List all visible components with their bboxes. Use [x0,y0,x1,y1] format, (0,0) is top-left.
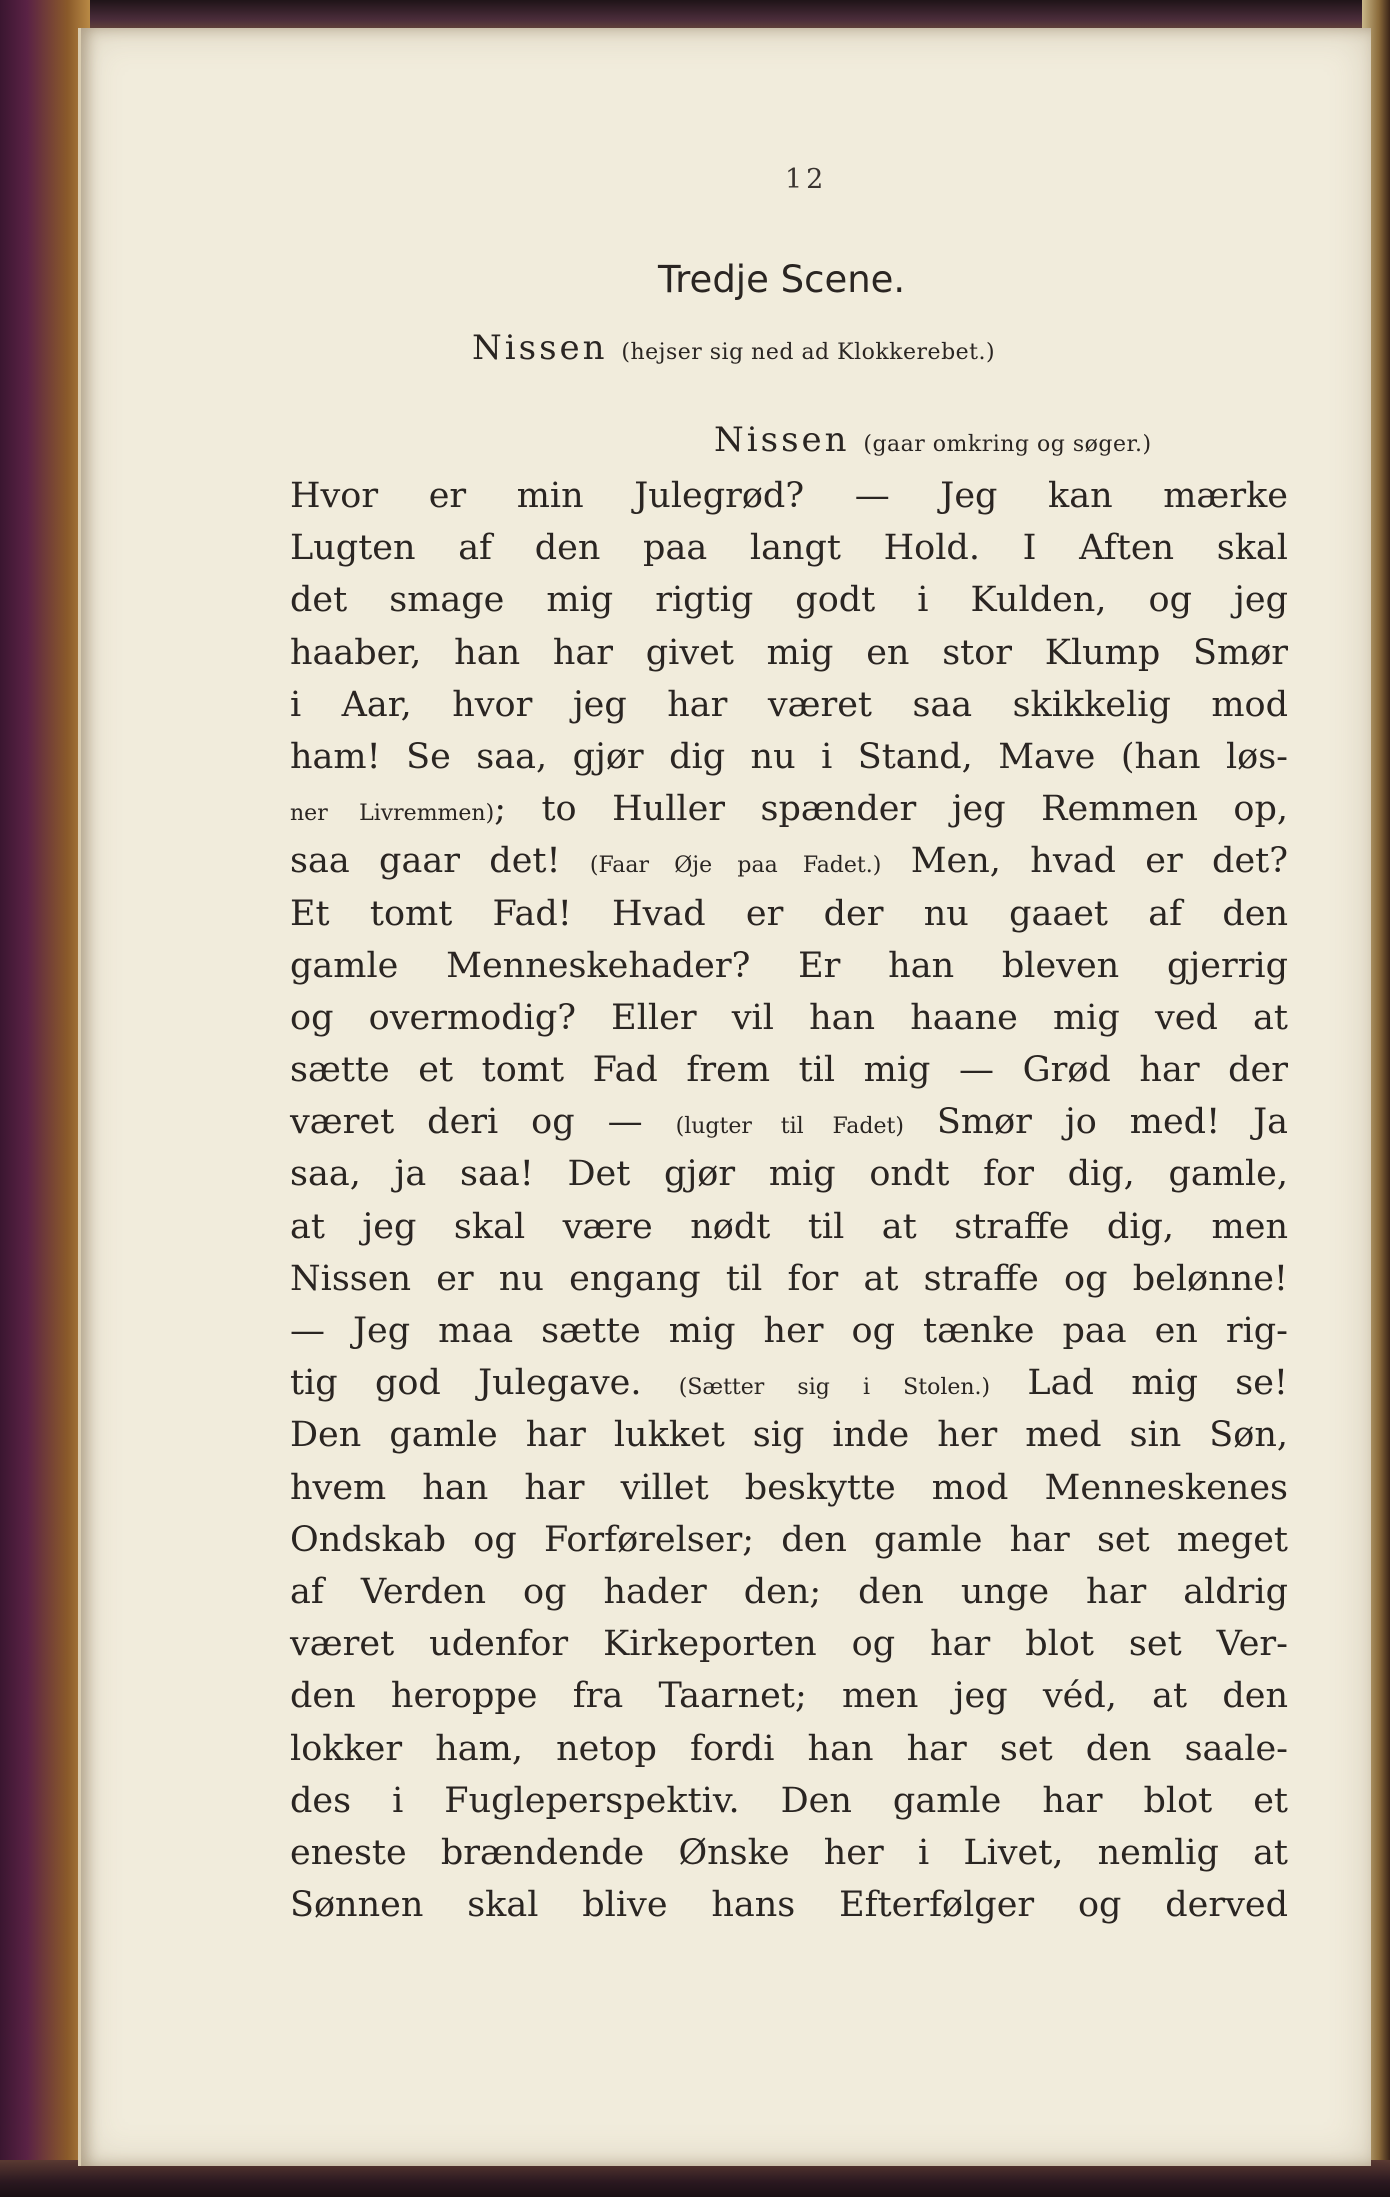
text-run: saa, ja saa! Det gjør mig ondt for dig, gamle, [290,1154,1288,1195]
text-run: det smage mig rigtig godt i Kulden, og jeg [290,580,1288,621]
monologue-text [290,470,1288,1931]
text-line [290,1409,1288,1461]
text-line [290,1775,1288,1827]
text-line [290,1201,1288,1253]
text-line [290,992,1288,1044]
text-line [290,1618,1288,1670]
text-run: Hvor er min Julegrød? — Jeg kan mærke [290,476,1288,516]
text-line [290,1357,1288,1409]
text-line [290,574,1288,626]
text-line [290,1514,1288,1566]
text-run: Sønnen skal blive hans Efterfølger og derved [290,1885,1288,1926]
text-line [290,627,1288,679]
text-run: saa gaar det! [290,841,590,882]
inline-stage-direction: ner Livremmen) [290,801,495,827]
text-run: Lad mig se! [990,1363,1288,1404]
text-run: eneste brændende Ønske her i Livet, nemlig at [290,1832,1288,1873]
text-run: sætte et tomt Fad frem til mig — Grød har der [290,1050,1288,1091]
text-run: haaber, han har givet mig en stor Klump Smør [290,632,1288,673]
stage-direction-2 [714,420,1152,460]
stage-direction-1 [472,328,995,368]
text-line [290,1148,1288,1200]
text-line [290,1670,1288,1722]
text-run: i Aar, hvor jeg har været saa skikkelig mod [290,684,1288,725]
text-run: været deri og — [290,1102,676,1143]
text-line [290,835,1288,887]
text-line [290,470,1288,522]
text-run: Lugten af den paa langt Hold. I Aften skal [290,528,1288,569]
text-run: og overmodig? Eller vil han haane mig ved at [290,997,1288,1038]
text-run: Smør jo med! Ja [903,1102,1289,1143]
character-name: Nissen [714,420,850,460]
text-run: hvem han har villet beskytte mod Menneskenes [290,1467,1288,1508]
text-line [290,679,1288,731]
character-name: Nissen [472,328,608,368]
stage-direction-text: (gaar omkring og søger.) [863,432,1152,457]
text-line [290,1305,1288,1357]
text-run: den heroppe fra Taarnet; men jeg véd, at den [290,1676,1288,1717]
text-line [290,1827,1288,1879]
text-line [290,1879,1288,1931]
text-line [290,1723,1288,1775]
text-run: at jeg skal være nødt til at straffe dig, men [290,1206,1288,1247]
text-line [290,731,1288,783]
text-line [290,1096,1288,1148]
text-line [290,1566,1288,1618]
stage-direction-text: (hejser sig ned ad Klokkerebet.) [621,340,996,365]
text-run: af Verden og hader den; den unge har aldrig [290,1571,1288,1612]
inline-stage-direction: (lugter til Fadet) [675,1114,904,1140]
inline-stage-direction: (Faar Øje paa Fadet.) [589,853,882,879]
text-line [290,1253,1288,1305]
text-run: Nissen er nu engang til for at straffe og belønne! [290,1258,1288,1299]
text-line [290,783,1288,835]
text-run: Et tomt Fad! Hvad er der nu gaaet af den [290,893,1288,934]
book-binding-left [0,0,90,2197]
scene-title: Tredje Scene. [658,258,906,301]
text-line [290,1044,1288,1096]
text-line [290,940,1288,992]
text-run: ; to Huller spænder jeg Remmen op, [494,789,1288,830]
page-number: 12 [785,164,828,195]
text-run: — Jeg maa sætte mig her og tænke paa en rig- [290,1311,1288,1351]
inline-stage-direction: (Sætter sig i Stolen.) [678,1375,991,1401]
text-run: des i Fugleperspektiv. Den gamle har blot et [290,1780,1288,1821]
text-line [290,1462,1288,1514]
text-run: Den gamle har lukket sig inde her med sin Søn, [290,1415,1288,1456]
text-run: tig god Julegave. [290,1363,679,1404]
text-run: (han løs- [1120,736,1288,777]
text-run: gamle Menneskehader? Er han bleven gjerrig [290,945,1288,986]
text-run: lokker ham, netop fordi han har set den saale- [290,1728,1288,1769]
text-line [290,888,1288,940]
text-run: Ondskab og Forførelser; den gamle har set meget [290,1519,1288,1560]
text-run: været udenfor Kirkeporten og har blot set Ver- [290,1624,1288,1665]
text-line [290,522,1288,574]
text-run: ham! Se saa, gjør dig nu i Stand, Mave [290,736,1121,777]
text-run: Men, hvad er det? [881,841,1288,882]
